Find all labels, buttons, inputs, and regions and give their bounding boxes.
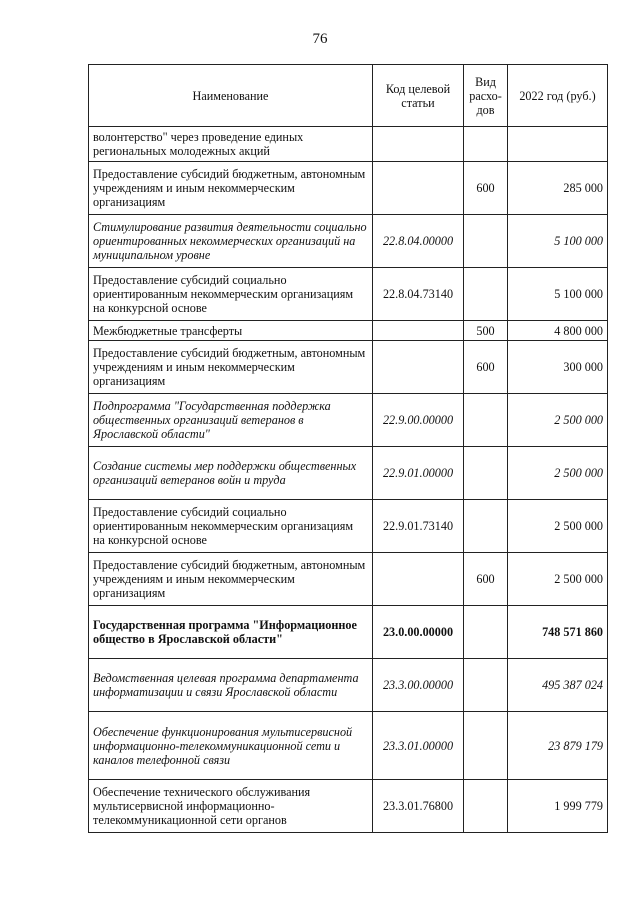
kind-cell xyxy=(464,659,508,712)
table-row xyxy=(89,659,608,712)
table-row xyxy=(89,321,608,341)
name-cell: Предоставление субсидий бюджетным, автономным учреждениям и иным некоммерческим организациям xyxy=(89,341,373,394)
table-row xyxy=(89,500,608,553)
table-row xyxy=(89,712,608,780)
table-row xyxy=(89,447,608,500)
kind-cell xyxy=(464,712,508,780)
kind-cell xyxy=(464,394,508,447)
sum-cell: 748 571 860 xyxy=(508,606,608,659)
sum-cell: 2 500 000 xyxy=(508,394,608,447)
name-cell: Предоставление субсидий бюджетным, автономным учреждениям и иным некоммерческим организациям xyxy=(89,553,373,606)
code-cell: 22.8.04.00000 xyxy=(373,215,464,268)
code-cell: 23.0.00.00000 xyxy=(373,606,464,659)
header-sum: 2022 год (руб.) xyxy=(508,65,608,127)
name-cell: Создание системы мер поддержки общественных организаций ветеранов войн и труда xyxy=(89,447,373,500)
code-cell: 23.3.00.00000 xyxy=(373,659,464,712)
table-row xyxy=(89,606,608,659)
table-row xyxy=(89,268,608,321)
kind-cell xyxy=(464,500,508,553)
page-number: 76 xyxy=(312,31,328,47)
kind-cell xyxy=(464,127,508,162)
table-body xyxy=(89,127,608,833)
sum-cell: 5 100 000 xyxy=(508,268,608,321)
header-kind: Вид расхо-дов xyxy=(464,65,508,127)
table-row xyxy=(89,394,608,447)
sum-cell: 285 000 xyxy=(508,162,608,215)
sum-cell: 5 100 000 xyxy=(508,215,608,268)
code-cell xyxy=(373,553,464,606)
name-cell: Предоставление субсидий социально ориентированным некоммерческим организациям на конкурсной основе xyxy=(89,500,373,553)
name-cell: Ведомственная целевая программа департамента информатизации и связи Ярославской области xyxy=(89,659,373,712)
sum-cell: 2 500 000 xyxy=(508,447,608,500)
header-name: Наименование xyxy=(89,65,373,127)
code-cell xyxy=(373,321,464,341)
kind-cell xyxy=(464,215,508,268)
code-cell xyxy=(373,162,464,215)
kind-cell: 600 xyxy=(464,341,508,394)
sum-cell: 2 500 000 xyxy=(508,500,608,553)
kind-cell xyxy=(464,268,508,321)
code-cell xyxy=(373,127,464,162)
code-cell: 22.9.01.73140 xyxy=(373,500,464,553)
sum-cell: 23 879 179 xyxy=(508,712,608,780)
kind-cell: 500 xyxy=(464,321,508,341)
sum-cell: 2 500 000 xyxy=(508,553,608,606)
code-cell: 22.8.04.73140 xyxy=(373,268,464,321)
name-cell: Подпрограмма "Государственная поддержка общественных организаций ветеранов в Ярославской области" xyxy=(89,394,373,447)
kind-cell: 600 xyxy=(464,162,508,215)
name-cell: Предоставление субсидий бюджетным, автономным учреждениям и иным некоммерческим организациям xyxy=(89,162,373,215)
table-row xyxy=(89,780,608,833)
kind-cell xyxy=(464,780,508,833)
code-cell xyxy=(373,341,464,394)
budget-table xyxy=(88,64,608,833)
table-row xyxy=(89,553,608,606)
table-header-row xyxy=(89,65,608,127)
table-row xyxy=(89,341,608,394)
code-cell: 22.9.01.00000 xyxy=(373,447,464,500)
code-cell: 23.3.01.76800 xyxy=(373,780,464,833)
table-row xyxy=(89,215,608,268)
name-cell: Обеспечение функционирования мультисервисной информационно-телекоммуникационной сети и каналов телефонной связи xyxy=(89,712,373,780)
code-cell: 23.3.01.00000 xyxy=(373,712,464,780)
name-cell: Межбюджетные трансферты xyxy=(89,321,373,341)
name-cell: Стимулирование развития деятельности социально ориентированных некоммерческих организаций на муниципальном уровне xyxy=(89,215,373,268)
kind-cell xyxy=(464,606,508,659)
name-cell: Предоставление субсидий социально ориентированным некоммерческим организациям на конкурсной основе xyxy=(89,268,373,321)
name-cell: Государственная программа "Информационное общество в Ярославской области" xyxy=(89,606,373,659)
sum-cell xyxy=(508,127,608,162)
name-cell: Обеспечение технического обслуживания мультисервисной информационно-телекоммуникационной сети органов xyxy=(89,780,373,833)
code-cell: 22.9.00.00000 xyxy=(373,394,464,447)
kind-cell xyxy=(464,447,508,500)
sum-cell: 4 800 000 xyxy=(508,321,608,341)
header-code: Код целевой статьи xyxy=(373,65,464,127)
sum-cell: 300 000 xyxy=(508,341,608,394)
sum-cell: 495 387 024 xyxy=(508,659,608,712)
sum-cell: 1 999 779 xyxy=(508,780,608,833)
kind-cell: 600 xyxy=(464,553,508,606)
table-row xyxy=(89,127,608,162)
name-cell: волонтерство" через проведение единых региональных молодежных акций xyxy=(89,127,373,162)
table-row xyxy=(89,162,608,215)
